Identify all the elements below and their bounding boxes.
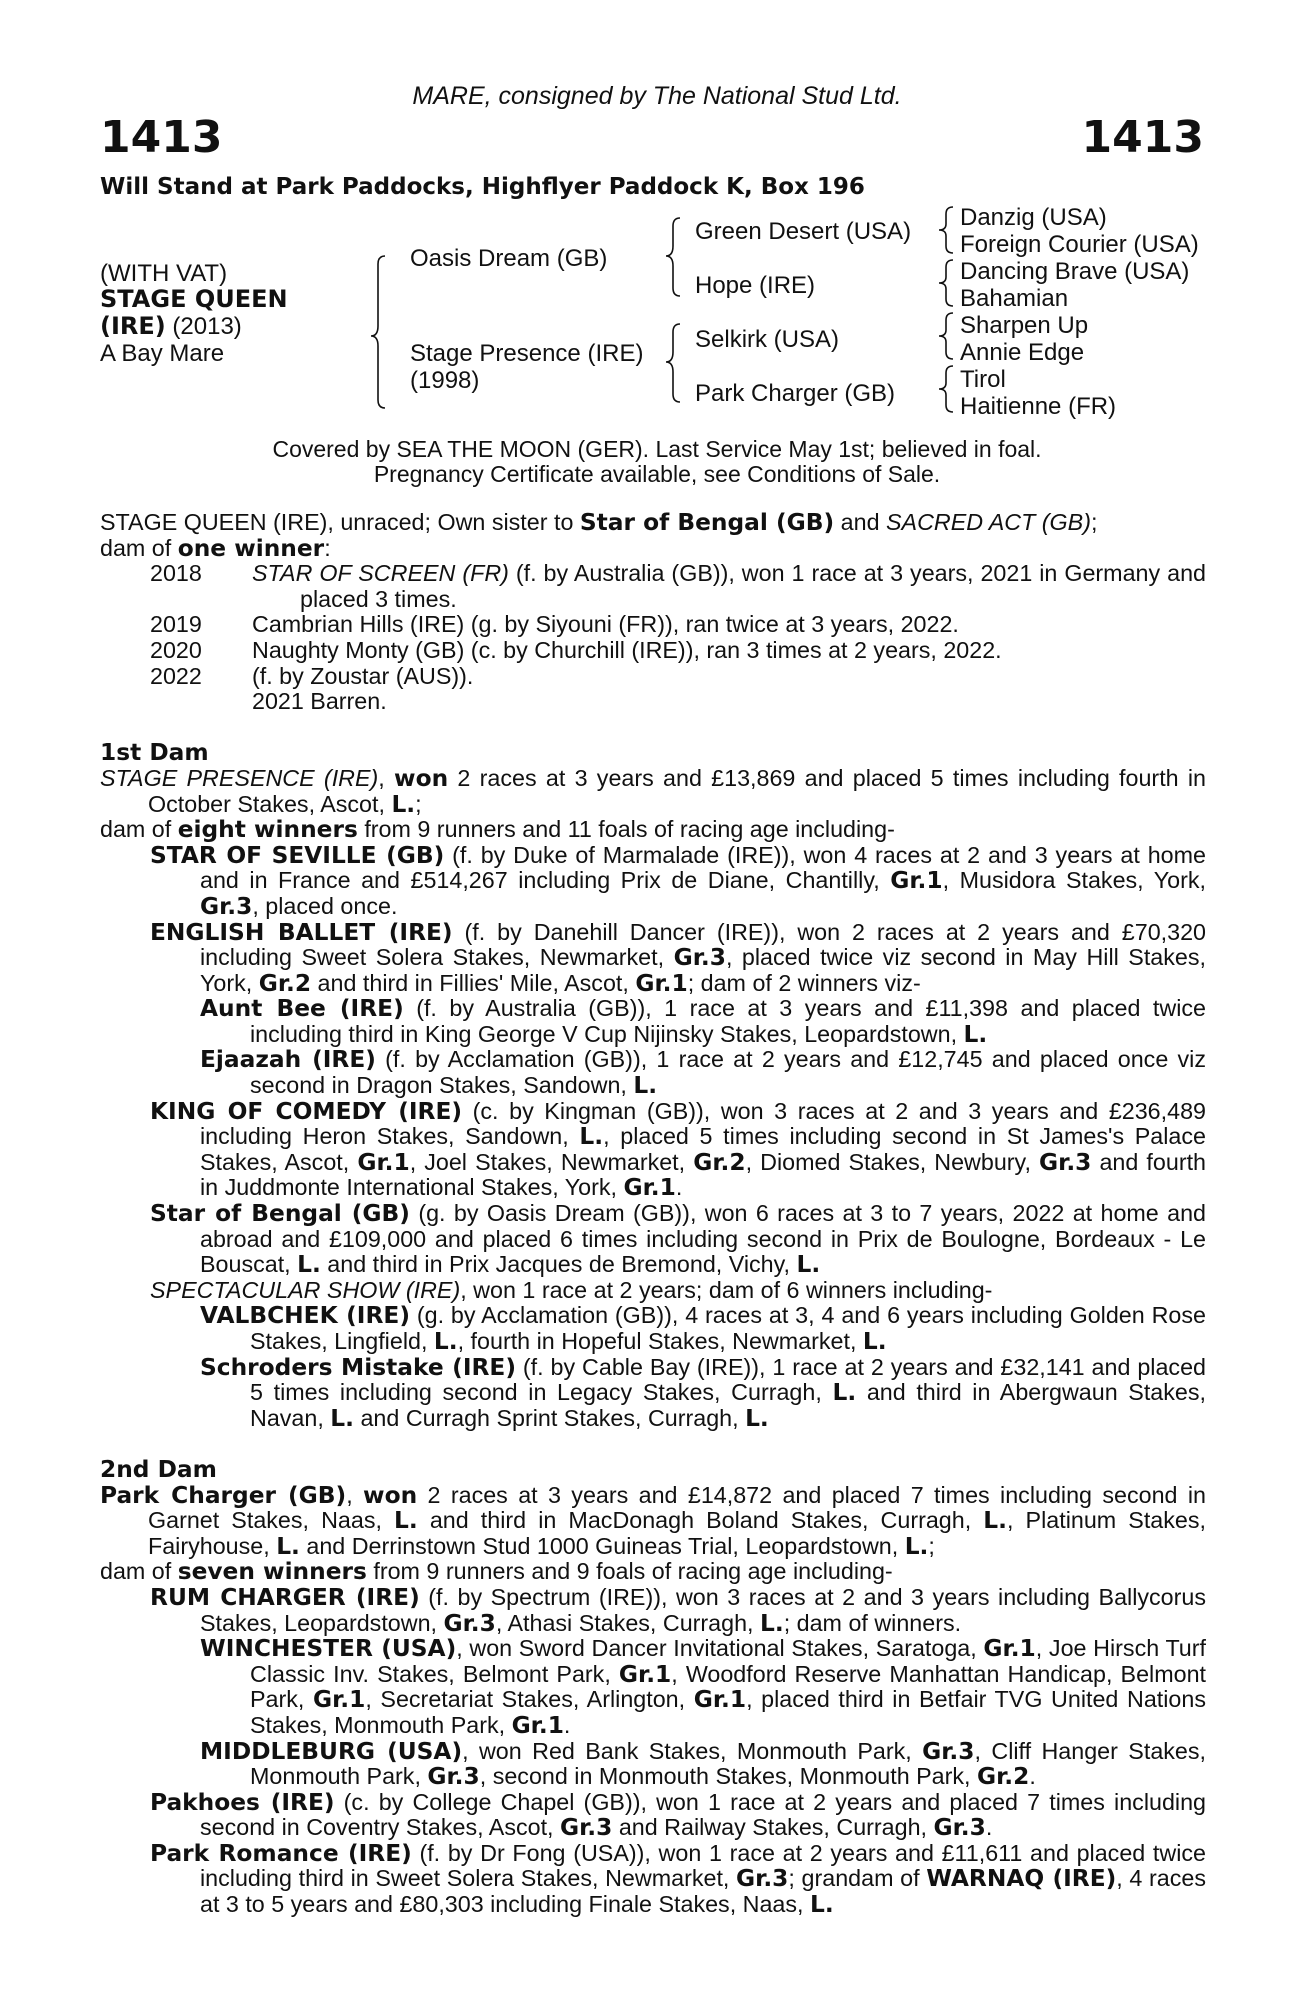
produce-year: 2020 xyxy=(150,636,202,663)
grandproduce-entry: VALBCHEK (IRE) (g. by Acclamation (GB)), 4 races at 3, 4 and 6 years including Golden Rose Stakes, Lingfield, L., fourth in Hopeful Stakes, Newmarket, L. xyxy=(200,1302,1206,1355)
produce-row xyxy=(100,561,1206,612)
produce-row xyxy=(100,664,1206,690)
horse-description: A Bay Mare xyxy=(100,340,225,367)
produce-text: (f. by Australia (GB)), won 1 race at 3 years, 2021 in Germany and placed 3 times. xyxy=(300,560,1206,612)
sire: Oasis Dream (GB) xyxy=(410,245,608,272)
horse-name: STAGE QUEEN xyxy=(100,285,288,313)
pedigree-brackets xyxy=(0,0,1314,430)
dam-dam: Park Charger (GB) xyxy=(695,380,896,407)
grandproduce-entry: Schroders Mistake (IRE) (f. by Cable Bay (IRE)), 1 race at 2 years and £32,141 and placed 5 times including second in Legacy Stakes, Curragh, L. and third in Abergwaun Stakes, Navan, L. and Curragh Sprint Stakes, Curragh, L. xyxy=(200,1353,1206,1432)
dam-year: (1998) xyxy=(410,367,480,394)
intro-dam-of xyxy=(100,536,1206,562)
produce-text: 2021 Barren. xyxy=(252,688,387,715)
bracket-dam xyxy=(666,324,680,402)
intro-line xyxy=(100,510,1206,536)
ggs-5: Sharpen Up xyxy=(960,312,1089,339)
grandproduce-entry: Aunt Bee (IRE) (f. by Australia (GB)), 1 race at 3 years and £11,398 and placed twice including third in King George V Cup Nijinsky Stakes, Leopardstown, L. xyxy=(200,995,1206,1048)
intro-semicolon: ; xyxy=(1090,509,1098,535)
produce-text: Cambrian Hills (IRE) (g. by Siyouni (FR)), ran twice at 3 years, 2022. xyxy=(252,611,959,638)
second-dam-name: Park Charger (GB) xyxy=(100,1481,347,1509)
dam-of-winners: one winner xyxy=(177,534,325,562)
produce-year: 2018 xyxy=(150,560,202,587)
produce-entry: STAR OF SEVILLE (GB) (f. by Duke of Marmalade (IRE)), won 4 races at 2 and 3 years at home and in France and £514,267 including Prix de Diane, Chantilly, Gr.1, Musidora Stakes, York, Gr.3, placed once. xyxy=(150,841,1206,920)
ggs-8: Haitienne (FR) xyxy=(960,393,1117,420)
bracket-main xyxy=(371,256,385,408)
intro-sibling-2: SACRED ACT (GB) xyxy=(886,509,1091,535)
sire-dam: Hope (IRE) xyxy=(695,272,816,299)
horse-year: (2013) xyxy=(165,313,242,340)
first-dam-record: STAGE PRESENCE (IRE), won 2 races at 3 years and £13,869 and placed 5 times including fourth in October Stakes, Ascot, L.; xyxy=(100,764,1207,818)
produce-text: (f. by Zoustar (AUS)). xyxy=(252,662,474,689)
ggs-3: Dancing Brave (USA) xyxy=(960,258,1190,285)
produce-row xyxy=(100,638,1206,664)
bracket-selkirk xyxy=(939,313,953,359)
first-dam-name: STAGE PRESENCE (IRE) xyxy=(100,764,379,791)
ggs-2: Foreign Courier (USA) xyxy=(960,231,1199,258)
stand-location: Will Stand at Park Paddocks, Highflyer Paddock K, Box 196 xyxy=(100,174,865,200)
lot-number-left: 1413 xyxy=(100,112,223,163)
dam: Stage Presence (IRE) xyxy=(410,340,644,367)
produce-year: 2022 xyxy=(150,662,202,689)
produce-entry: ENGLISH BALLET (IRE) (f. by Danehill Dancer (IRE)), won 2 races at 2 years and £70,320 including Sweet Solera Stakes, Newmarket, Gr.3, placed twice viz second in May Hill Stakes, York, Gr.2 and third in Fillies' Mile, Ascot, Gr.1; dam of 2 winners viz- xyxy=(150,918,1206,997)
second-dam-record: Park Charger (GB), won 2 races at 3 years and £14,872 and placed 7 times including second in Garnet Stakes, Naas, L. and third in MacDonagh Boland Stakes, Curragh, L., Platinum Stakes, Fairyhouse, L. and Derrinstown Stud 1000 Guineas Trial, Leopardstown, L.; xyxy=(100,1481,1206,1560)
first-dam-heading: 1st Dam xyxy=(100,739,209,767)
grandproduce-entry: Ejaazah (IRE) (f. by Acclamation (GB)), 1 race at 2 years and £12,745 and placed once viz second in Dragon Stakes, Sandown, L. xyxy=(200,1046,1206,1100)
dam-sire: Selkirk (USA) xyxy=(695,326,840,353)
produce-entry: Star of Bengal (GB) (g. by Oasis Dream (GB)), won 6 races at 3 to 7 years, 2022 at home and abroad and £109,000 and placed 6 times including second in Prix de Boulogne, Bordeaux - Le Bouscat, L. and third in Prix Jacques de Bremond, Vichy, L. xyxy=(150,1200,1206,1279)
first-dam-produce-summary: dam of eight winners from 9 runners and 11 foals of racing age including- xyxy=(100,816,895,844)
grandproduce-entry: MIDDLEBURG (USA), won Red Bank Stakes, Monmouth Park, Gr.3, Cliff Hanger Stakes, Monmouth Park, Gr.3, second in Monmouth Stakes, Monmouth Park, Gr.2. xyxy=(200,1737,1206,1791)
intro-sibling-1: Star of Bengal (GB) xyxy=(579,509,835,536)
sire-sire: Green Desert (USA) xyxy=(695,218,912,245)
bracket-green-desert xyxy=(939,207,953,253)
lot-number-right: 1413 xyxy=(1081,112,1204,163)
ggs-4: Bahamian xyxy=(960,285,1069,312)
grandproduce-entry: WINCHESTER (USA), won Sword Dancer Invitational Stakes, Saratoga, Gr.1, Joe Hirsch Turf Classic Inv. Stakes, Belmont Park, Gr.1, Woodford Reserve Manhattan Handicap, Belmont Park, Gr.1, Secretariat Stakes, Arlington, Gr.1, placed third in Betfair TVG United Nations Stakes, Monmouth Park, Gr.1. xyxy=(200,1635,1206,1739)
ggs-6: Annie Edge xyxy=(960,339,1085,366)
produce-text: Naughty Monty (GB) (c. by Churchill (IRE)), ran 3 times at 2 years, 2022. xyxy=(252,636,1002,663)
bracket-park-charger xyxy=(939,366,953,412)
produce-row xyxy=(100,689,1206,715)
dam-of-colon: : xyxy=(324,534,331,561)
produce-entry: SPECTACULAR SHOW (IRE), won 1 race at 2 years; dam of 6 winners including- xyxy=(150,1276,993,1303)
produce-entry: Park Romance (IRE) (f. by Dr Fong (USA)), won 1 race at 2 years and £11,611 and placed twice including third in Sweet Solera Stakes, Newmarket, Gr.3; grandam of WARNAQ (IRE), 4 races at 3 to 5 years and £80,303 including Finale Stakes, Naas, L. xyxy=(150,1839,1207,1919)
consignor-line: MARE, consigned by The National Stud Ltd. xyxy=(412,82,902,110)
produce-name: STAR OF SCREEN (FR) xyxy=(252,560,509,587)
bracket-hope xyxy=(939,260,953,306)
ggs-1: Danzig (USA) xyxy=(960,204,1107,231)
catalogue-body xyxy=(100,510,1206,1918)
produce-entry: KING OF COMEDY (IRE) (c. by Kingman (GB)), won 3 races at 2 and 3 years and £236,489 including Heron Stakes, Sandown, L., placed 5 times including second in St James's Palace Stakes, Ascot, Gr.1, Joel Stakes, Newmarket, Gr.2, Diomed Stakes, Newbury, Gr.3 and fourth in Juddmonte International Stakes, York, Gr.1. xyxy=(150,1097,1207,1202)
intro-text: STAGE QUEEN (IRE), unraced; Own sister to xyxy=(100,509,580,535)
second-dam-heading: 2nd Dam xyxy=(100,1455,217,1483)
vat-label: (WITH VAT) xyxy=(100,260,228,287)
covered-line: Covered by SEA THE MOON (GER). Last Service May 1st; believed in foal. xyxy=(272,436,1042,462)
horse-country: (IRE) xyxy=(100,312,166,340)
dam-of-text: dam of xyxy=(100,534,178,561)
second-dam-produce-summary: dam of seven winners from 9 runners and 9 foals of racing age including- xyxy=(100,1558,893,1586)
intro-and: and xyxy=(834,509,887,535)
pregnancy-line: Pregnancy Certificate available, see Conditions of Sale. xyxy=(373,461,941,487)
produce-entry: RUM CHARGER (IRE) (f. by Spectrum (IRE)), won 3 races at 2 and 3 years including Ballycorus Stakes, Leopardstown, Gr.3, Athasi Stakes, Curragh, L.; dam of winners. xyxy=(150,1583,1206,1637)
produce-row xyxy=(100,612,1206,638)
produce-year: 2019 xyxy=(150,611,202,638)
ggs-7: Tirol xyxy=(960,366,1006,393)
produce-entry: Pakhoes (IRE) (c. by College Chapel (GB)), won 1 race at 2 years and placed 7 times including second in Coventry Stakes, Ascot, Gr.3 and Railway Stakes, Curragh, Gr.3. xyxy=(150,1788,1206,1842)
bracket-sire xyxy=(666,218,680,296)
